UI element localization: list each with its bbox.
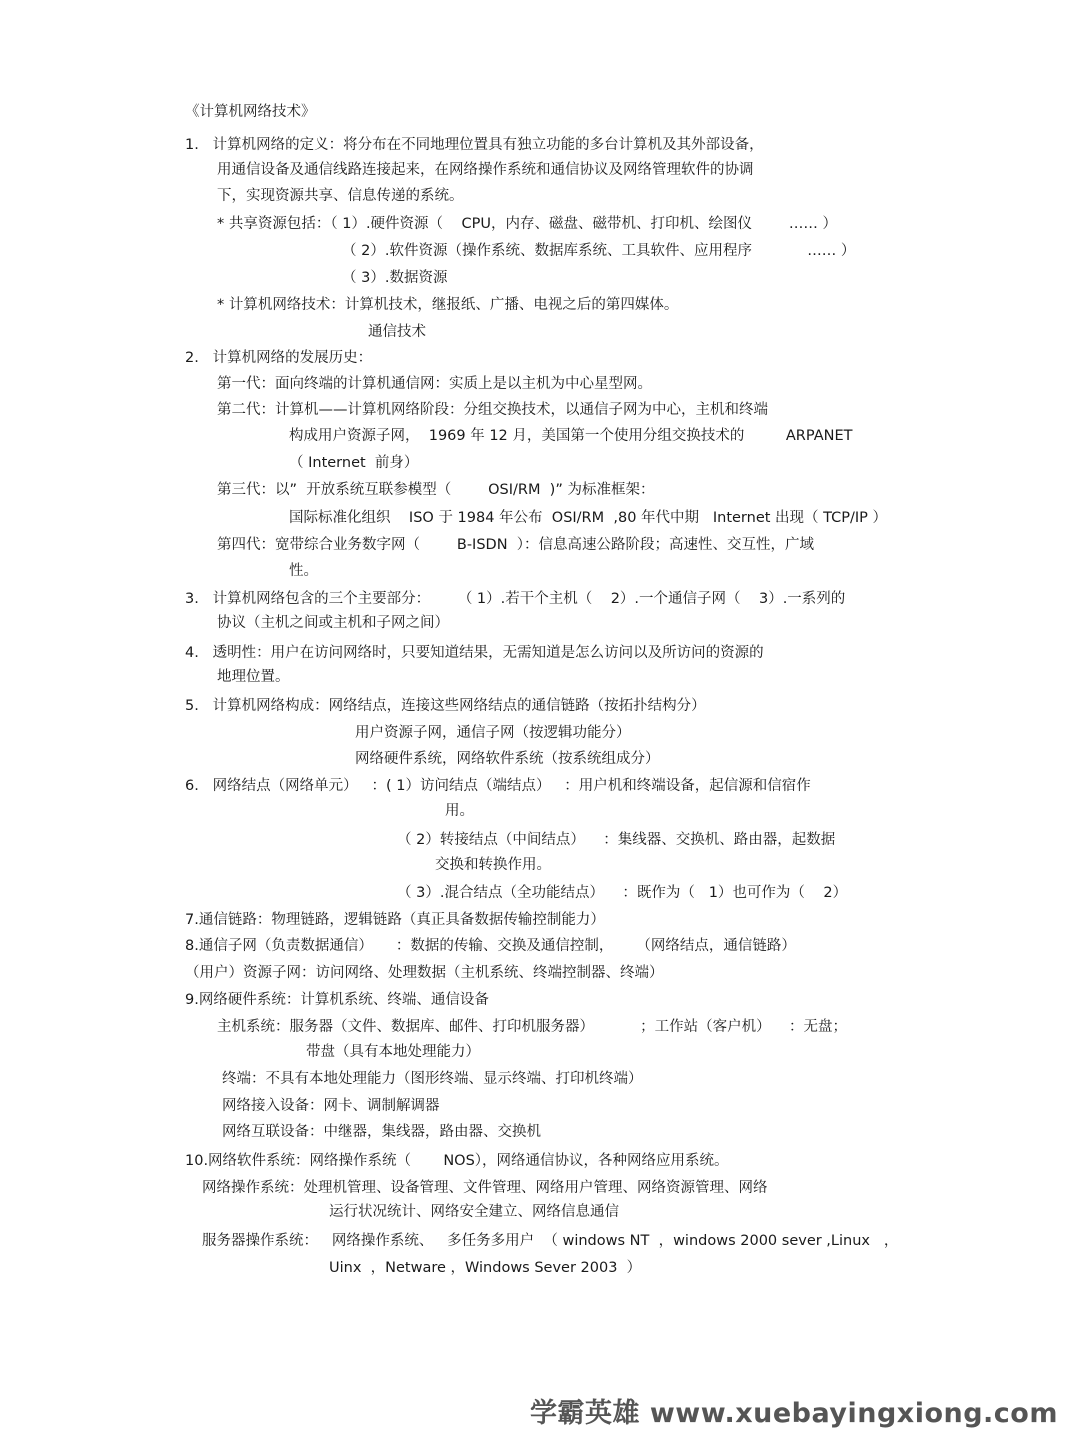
- section-3-line-2: 协议（主机之间或主机和子网之间）: [217, 615, 449, 631]
- section-8-line-2: （用户）资源子网：访问网络、处理数据（主机系统、终端控制器、终端）: [185, 965, 664, 981]
- section-9-line-4: 终端：不具有本地处理能力（图形终端、显示终端、打印机终端）: [222, 1071, 643, 1087]
- section-1-line-4: * 共享资源包括：（ 1）.硬件资源（ CPU，内存、磁盘、磁带机、打印机、绘图仪 …… ）: [217, 216, 837, 232]
- section-9-line-1: 9.网络硬件系统：计算机系统、终端、通信设备: [185, 992, 489, 1008]
- section-2-line-5: （ Internet 前身）: [289, 455, 419, 471]
- section-2-line-4: 构成用户资源子网， 1969 年 12 月，美国第一个使用分组交换技术的 ARPANET: [289, 428, 853, 444]
- section-8-line-1: 8.通信子网（负责数据通信） ：数据的传输、交换及通信控制， （网络结点，通信链路）: [185, 938, 796, 954]
- section-9-line-2: 主机系统：服务器（文件、数据库、邮件、打印机服务器） ；工作站（客户机） ：无盘；: [217, 1019, 848, 1035]
- section-2-line-2: 第一代：面向终端的计算机通信网：实质上是以主机为中心星型网。: [217, 376, 652, 392]
- section-6-line-4: 交换和转换作用。: [435, 857, 551, 873]
- section-5-line-1: 5. 计算机网络构成：网络结点，连接这些网络结点的通信链路（按拓扑结构分）: [185, 698, 706, 714]
- section-2-line-6: 第三代：以” 开放系统互联参模型（ OSI/RM )” 为标准框架：: [217, 482, 655, 498]
- section-1-line-6: （ 3）.数据资源: [342, 270, 448, 286]
- section-6-line-5: （ 3）.混合结点（全功能结点） ：既作为（ 1）也可作为（ 2）: [397, 885, 848, 901]
- section-6-line-1: 6. 网络结点（网络单元） ：( 1）访问结点（端结点） ：用户机和终端设备，起信源和信宿作: [185, 778, 811, 794]
- section-10-line-5: Uinx ，Netware ，Windows Sever 2003 ）: [329, 1260, 642, 1276]
- section-6-line-3: （ 2）转接结点（中间结点） ：集线器、交换机、路由器，起数据: [397, 832, 836, 848]
- section-10-line-2: 网络操作系统：处理机管理、设备管理、文件管理、网络用户管理、网络资源管理、网络: [202, 1180, 768, 1196]
- section-1-line-2: 用通信设备及通信线路连接起来，在网络操作系统和通信协议及网络管理软件的协调: [217, 162, 754, 178]
- section-1-line-1: 1. 计算机网络的定义：将分布在不同地理位置具有独立功能的多台计算机及其外部设备，: [185, 137, 764, 153]
- section-4-line-1: 4. 透明性：用户在访问网络时，只要知道结果，无需知道是怎么访问以及所访问的资源的: [185, 645, 764, 661]
- section-5-line-3: 网络硬件系统，网络软件系统（按系统组成分）: [355, 751, 660, 767]
- section-3-line-1: 3. 计算机网络包含的三个主要部分： （ 1）.若干个主机（ 2）.一个通信子网（ 3）.一系列的: [185, 591, 846, 607]
- section-10-line-1: 10.网络软件系统：网络操作系统（ NOS），网络通信协议，各种网络应用系统。: [185, 1153, 729, 1169]
- section-2-line-9: 性。: [289, 563, 318, 579]
- section-10-line-4: 服务器操作系统： 网络操作系统、 多任务多用户 （ windows NT ，windows 2000 sever ,Linux ，: [202, 1233, 899, 1249]
- section-1-line-7: * 计算机网络技术：计算机技术，继报纸、广播、电视之后的第四媒体。: [217, 297, 679, 313]
- section-2-line-3: 第二代：计算机——计算机网络阶段：分组交换技术，以通信子网为中心，主机和终端: [217, 402, 768, 418]
- section-2-line-1: 2. 计算机网络的发展历史：: [185, 350, 373, 366]
- section-2-line-8: 第四代：宽带综合业务数字网（ B-ISDN ）：信息高速公路阶段；高速性、交互性，广域: [217, 537, 815, 553]
- section-9-line-6: 网络互联设备：中继器，集线器，路由器、交换机: [222, 1124, 541, 1140]
- section-10-line-3: 运行状况统计、网络安全建立、网络信息通信: [329, 1204, 619, 1220]
- section-4-line-2: 地理位置。: [217, 669, 290, 685]
- section-9-line-3: 带盘（具有本地处理能力）: [306, 1044, 480, 1060]
- site-watermark: 学霸英雄 www.xuebayingxiong.com: [529, 1398, 1058, 1429]
- section-9-line-5: 网络接入设备：网卡、调制解调器: [222, 1098, 440, 1114]
- section-1-line-8: 通信技术: [368, 324, 426, 340]
- section-6-line-2: 用。: [445, 803, 474, 819]
- section-5-line-2: 用户资源子网，通信子网（按逻辑功能分）: [355, 725, 631, 741]
- section-7-line-1: 7.通信链路：物理链路，逻辑链路（真正具备数据传输控制能力）: [185, 912, 605, 928]
- section-2-line-7: 国际标准化组织 ISO 于 1984 年公布 OSI/RM ,80 年代中期 Internet 出现（ TCP/IP ）: [289, 510, 888, 526]
- section-1-line-3: 下，实现资源共享、信息传递的系统。: [217, 188, 464, 204]
- document-title: 《计算机网络技术》: [185, 104, 316, 120]
- section-1-line-5: （ 2）.软件资源（操作系统、数据库系统、工具软件、应用程序 …… ）: [342, 243, 856, 259]
